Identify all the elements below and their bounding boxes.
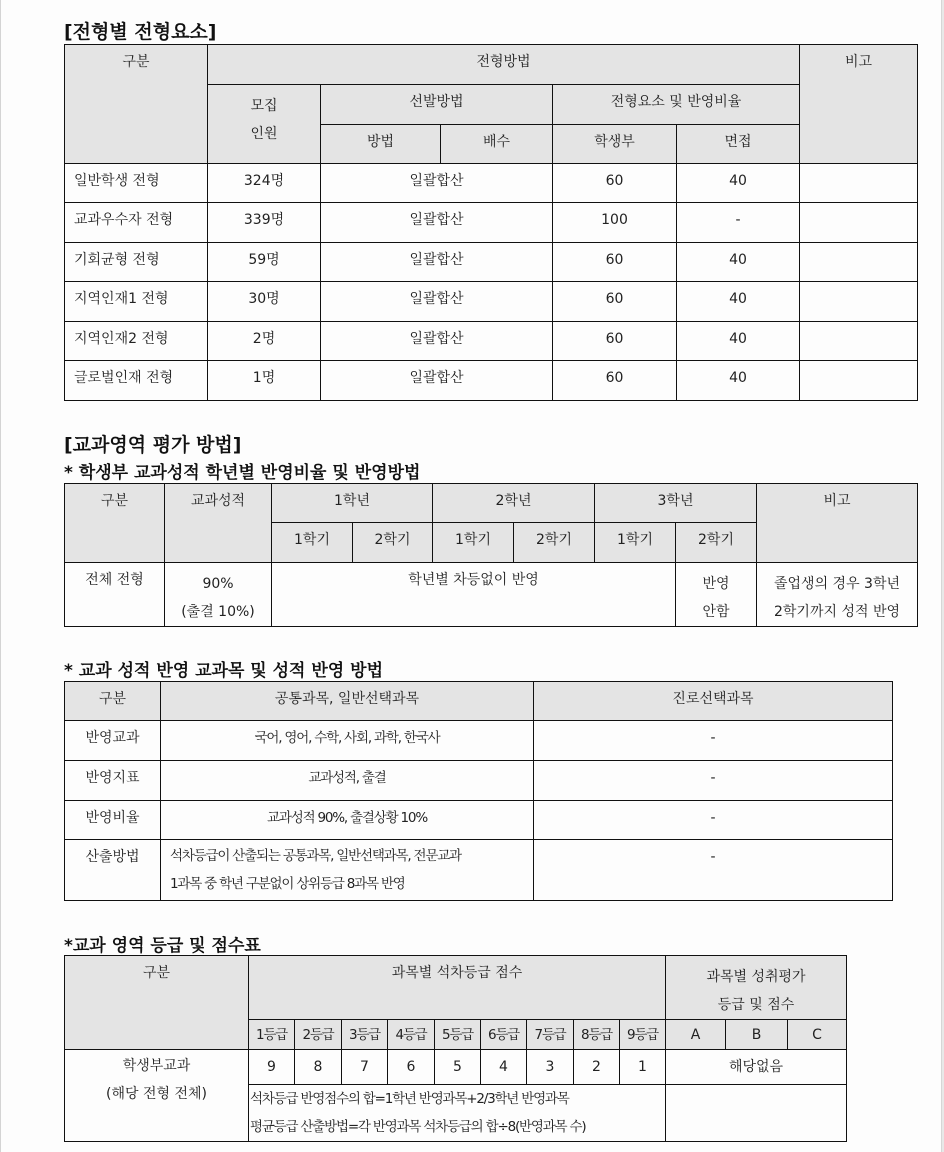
header-year1: 1학년 bbox=[272, 484, 433, 523]
header-interview: 면접 bbox=[677, 125, 800, 164]
track-name: 일반학생 전형 bbox=[65, 164, 208, 203]
selection-method: 일괄합산 bbox=[321, 243, 553, 282]
record-ratio: 100 bbox=[553, 203, 677, 243]
header-grades: 교과성적 bbox=[165, 484, 272, 563]
row-note: 졸업생의 경우 3학년 2학기까지 성적 반영 bbox=[757, 563, 918, 627]
track-name: 지역인재2 전형 bbox=[65, 322, 208, 361]
header-y2-sem2: 2학기 bbox=[514, 523, 595, 563]
table-row bbox=[65, 721, 893, 761]
recruit-count: 2명 bbox=[208, 322, 321, 361]
row-category: 전체 전형 bbox=[65, 563, 165, 627]
score-grade-6: 4 bbox=[481, 1050, 527, 1085]
table-row bbox=[65, 840, 893, 901]
header-level-c: C bbox=[788, 1020, 847, 1050]
header-category: 구분 bbox=[65, 682, 161, 721]
selection-method: 일괄합산 bbox=[321, 361, 553, 401]
recruit-count: 30명 bbox=[208, 282, 321, 322]
interview-ratio: 40 bbox=[677, 322, 800, 361]
section3-subtitle: * 교과 성적 반영 교과목 및 성적 반영 방법 bbox=[64, 661, 383, 681]
score-grade-4: 6 bbox=[388, 1050, 435, 1085]
score-grade-9: 1 bbox=[620, 1050, 666, 1085]
header-y2-sem1: 1학기 bbox=[433, 523, 514, 563]
table-row bbox=[65, 801, 893, 840]
header-method: 전형방법 bbox=[208, 45, 800, 85]
header-recruit-count: 모집 인원 bbox=[208, 85, 321, 164]
score-grade-3: 7 bbox=[342, 1050, 388, 1085]
header-achievement: 과목별 성취평가 등급 및 점수 bbox=[666, 956, 847, 1020]
window-left-edge bbox=[0, 0, 1, 1152]
table-row bbox=[65, 322, 918, 361]
row-label: 산출방법 bbox=[65, 840, 161, 901]
track-name: 교과우수자 전형 bbox=[65, 203, 208, 243]
recruit-count: 339명 bbox=[208, 203, 321, 243]
row-reflection: 학년별 차등없이 반영 bbox=[272, 563, 676, 627]
row-career: - bbox=[534, 721, 893, 761]
score-grade-8: 2 bbox=[574, 1050, 620, 1085]
header-grade-1: 1등급 bbox=[249, 1020, 295, 1050]
header-note: 비고 bbox=[757, 484, 918, 563]
score-grade-7: 3 bbox=[527, 1050, 574, 1085]
row-career: - bbox=[534, 761, 893, 801]
header-grade-8: 8등급 bbox=[574, 1020, 620, 1050]
track-name: 기회균형 전형 bbox=[65, 243, 208, 282]
header-grade-2: 2등급 bbox=[295, 1020, 342, 1050]
table-row bbox=[65, 282, 918, 322]
interview-ratio: 40 bbox=[677, 243, 800, 282]
header-category: 구분 bbox=[65, 45, 208, 164]
section1-title: [전형별 전형요소] bbox=[64, 21, 217, 43]
note-cell bbox=[800, 322, 918, 361]
row-career: - bbox=[534, 801, 893, 840]
record-ratio: 60 bbox=[553, 282, 677, 322]
achievement-value: 해당없음 bbox=[666, 1050, 847, 1085]
note-cell bbox=[800, 282, 918, 322]
row-grades: 90% (출결 10%) bbox=[165, 563, 272, 627]
row-common: 석차등급이 산출되는 공통과목, 일반선택과목, 전문교과 1과목 중 학년 구분없이 상위등급 8과목 반영 bbox=[161, 840, 534, 901]
note-cell bbox=[800, 203, 918, 243]
subject-reflection-table bbox=[64, 681, 893, 901]
interview-ratio: 40 bbox=[677, 164, 800, 203]
row-career: - bbox=[534, 840, 893, 901]
header-grade-4: 4등급 bbox=[388, 1020, 435, 1050]
score-grade-1: 9 bbox=[249, 1050, 295, 1085]
interview-ratio: 40 bbox=[677, 361, 800, 401]
row-common: 국어, 영어, 수학, 사회, 과학, 한국사 bbox=[161, 721, 534, 761]
recruit-count: 59명 bbox=[208, 243, 321, 282]
grade-reflection-table bbox=[64, 483, 918, 627]
score-grade-2: 8 bbox=[295, 1050, 342, 1085]
track-name: 지역인재1 전형 bbox=[65, 282, 208, 322]
row-label: 반영교과 bbox=[65, 721, 161, 761]
admission-elements-table bbox=[64, 44, 918, 401]
row-label: 학생부교과 (해당 전형 전체) bbox=[65, 1050, 249, 1142]
grade-score-table bbox=[64, 955, 847, 1142]
header-common-subjects: 공통과목, 일반선택과목 bbox=[161, 682, 534, 721]
header-grade-3: 3등급 bbox=[342, 1020, 388, 1050]
section2-title: [교과영역 평가 방법] bbox=[64, 434, 242, 456]
header-level-a: A bbox=[666, 1020, 726, 1050]
note-cell bbox=[800, 361, 918, 401]
score-grade-5: 5 bbox=[435, 1050, 481, 1085]
header-level-b: B bbox=[726, 1020, 788, 1050]
header-selection: 선발방법 bbox=[321, 85, 553, 125]
header-elements: 전형요소 및 반영비율 bbox=[553, 85, 800, 125]
note-cell bbox=[800, 243, 918, 282]
header-grade-5: 5등급 bbox=[435, 1020, 481, 1050]
header-sel-method: 방법 bbox=[321, 125, 441, 164]
table-row bbox=[65, 164, 918, 203]
table-row bbox=[65, 1050, 847, 1085]
table-row bbox=[65, 203, 918, 243]
table-row bbox=[65, 243, 918, 282]
row-common: 교과성적, 출결 bbox=[161, 761, 534, 801]
selection-method: 일괄합산 bbox=[321, 164, 553, 203]
record-ratio: 60 bbox=[553, 361, 677, 401]
note-cell bbox=[800, 164, 918, 203]
header-year2: 2학년 bbox=[433, 484, 595, 523]
selection-method: 일괄합산 bbox=[321, 203, 553, 243]
table-row bbox=[65, 563, 918, 627]
table-row bbox=[65, 761, 893, 801]
row-common: 교과성적 90%, 출결상황 10% bbox=[161, 801, 534, 840]
record-ratio: 60 bbox=[553, 243, 677, 282]
table-row bbox=[65, 361, 918, 401]
header-y3-sem1: 1학기 bbox=[595, 523, 676, 563]
row-label: 반영비율 bbox=[65, 801, 161, 840]
header-record: 학생부 bbox=[553, 125, 677, 164]
header-grade-6: 6등급 bbox=[481, 1020, 527, 1050]
achievement-empty-cell bbox=[666, 1085, 847, 1142]
interview-ratio: 40 bbox=[677, 282, 800, 322]
selection-method: 일괄합산 bbox=[321, 322, 553, 361]
row-label: 반영지표 bbox=[65, 761, 161, 801]
row-y3s2: 반영 안함 bbox=[676, 563, 757, 627]
header-grade-9: 9등급 bbox=[620, 1020, 666, 1050]
header-y1-sem2: 2학기 bbox=[353, 523, 433, 563]
header-y1-sem1: 1학기 bbox=[272, 523, 353, 563]
header-y3-sem2: 2학기 bbox=[676, 523, 757, 563]
recruit-count: 1명 bbox=[208, 361, 321, 401]
header-note: 비고 bbox=[800, 45, 918, 164]
header-category: 구분 bbox=[65, 484, 165, 563]
track-name: 글로벌인재 전형 bbox=[65, 361, 208, 401]
formula-cell: 석차등급 반영점수의 합=1학년 반영과목+2/3학년 반영과목 평균등급 산출방법=각 반영과목 석차등급의 합÷8(반영과목 수) bbox=[249, 1085, 666, 1142]
header-career-subjects: 진로선택과목 bbox=[534, 682, 893, 721]
record-ratio: 60 bbox=[553, 322, 677, 361]
header-year3: 3학년 bbox=[595, 484, 757, 523]
section2-subtitle: * 학생부 교과성적 학년별 반영비율 및 반영방법 bbox=[64, 463, 421, 483]
recruit-count: 324명 bbox=[208, 164, 321, 203]
header-category: 구분 bbox=[65, 956, 249, 1050]
interview-ratio: - bbox=[677, 203, 800, 243]
header-grade-7: 7등급 bbox=[527, 1020, 574, 1050]
header-rank-scores: 과목별 석차등급 점수 bbox=[249, 956, 666, 1020]
header-multiple: 배수 bbox=[441, 125, 553, 164]
record-ratio: 60 bbox=[553, 164, 677, 203]
selection-method: 일괄합산 bbox=[321, 282, 553, 322]
section4-subtitle: *교과 영역 등급 및 점수표 bbox=[64, 936, 261, 956]
